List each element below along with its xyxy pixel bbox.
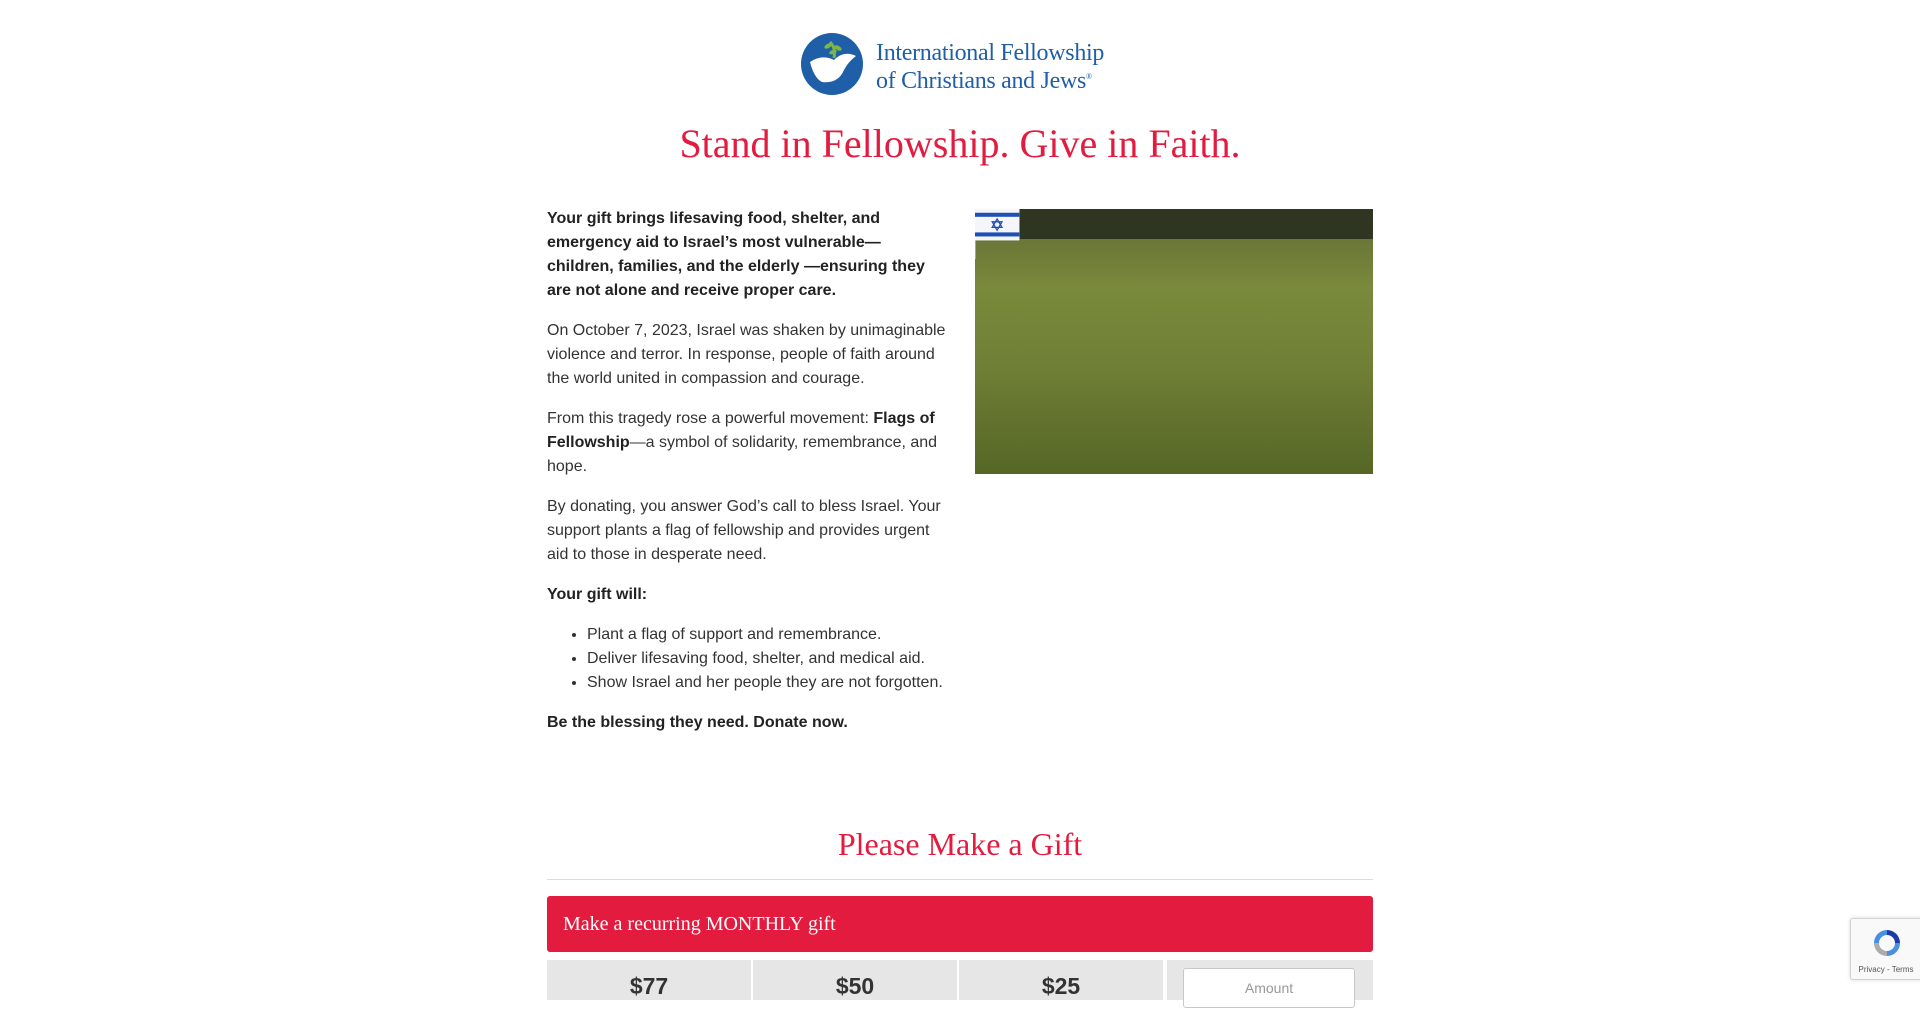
page-headline: Stand in Fellowship. Give in Faith.	[679, 121, 1241, 166]
israeli-flags-field-image	[975, 209, 1373, 474]
custom-amount-input[interactable]	[1183, 968, 1355, 1008]
appeal-copy	[547, 207, 949, 751]
gift-benefits-list	[547, 623, 949, 695]
movement-suffix: —a symbol of solidarity, remembrance, and hope.	[547, 434, 938, 475]
movement-paragraph	[547, 407, 949, 479]
october-paragraph: On October 7, 2023, Israel was shaken by unimaginable violence and terror. In response, people of faith around the world united in compassion and courage.	[547, 322, 946, 387]
flag-decoration	[975, 209, 1019, 259]
closing-bold-text: Be the blessing they need. Donate now.	[547, 714, 848, 731]
gift-will-heading-text: Your gift will:	[547, 586, 648, 603]
logo-line2: of Christians and Jews	[876, 68, 1087, 94]
dove-logo-icon	[800, 32, 866, 96]
logo-line1: International Fellowship	[876, 40, 1105, 66]
custom-amount-cell	[1167, 960, 1373, 1000]
divider	[547, 879, 1373, 880]
gift-amount-row	[547, 960, 1373, 1000]
intro-paragraph	[547, 207, 949, 303]
intro-bold-text: Your gift brings lifesaving food, shelter, and emergency aid to Israel’s most vulnerable— children, families, and the elderly —ensuring they are not alone and receive proper care.	[547, 210, 925, 299]
ifcj-logo[interactable]	[800, 32, 1112, 96]
list-item: • Plant a flag of support and remembrance.	[587, 623, 949, 647]
donating-paragraph: By donating, you answer God’s call to bless Israel. Your support plants a flag of fellowship and provides urgent aid to those in desperate need.	[547, 498, 941, 563]
recaptcha-badge[interactable]	[1850, 918, 1920, 980]
gift-section-title: Please Make a Gift	[837, 826, 1083, 862]
amount-77-button[interactable]: $77	[547, 960, 751, 1000]
monthly-gift-toggle[interactable]: Make a recurring MONTHLY gift	[547, 896, 1373, 952]
movement-prefix: From this tragedy rose a powerful movement:	[547, 410, 874, 427]
flag-field-svg	[975, 209, 1373, 474]
amount-25-button[interactable]: $25	[959, 960, 1163, 1000]
recaptcha-links[interactable]: Privacy - Terms	[1858, 965, 1914, 974]
trademark: ®	[1086, 72, 1092, 81]
list-item: • Deliver lifesaving food, shelter, and medical aid.	[587, 647, 949, 671]
amount-50-button[interactable]: $50	[753, 960, 957, 1000]
logo-text	[876, 42, 1104, 93]
closing-paragraph	[547, 711, 949, 735]
flags-of-fellowship-text: Flags of Fellowship	[547, 410, 935, 451]
recaptcha-icon	[1871, 927, 1903, 959]
list-item: • Show Israel and her people they are not forgotten.	[587, 671, 949, 695]
gift-will-heading	[547, 583, 949, 607]
